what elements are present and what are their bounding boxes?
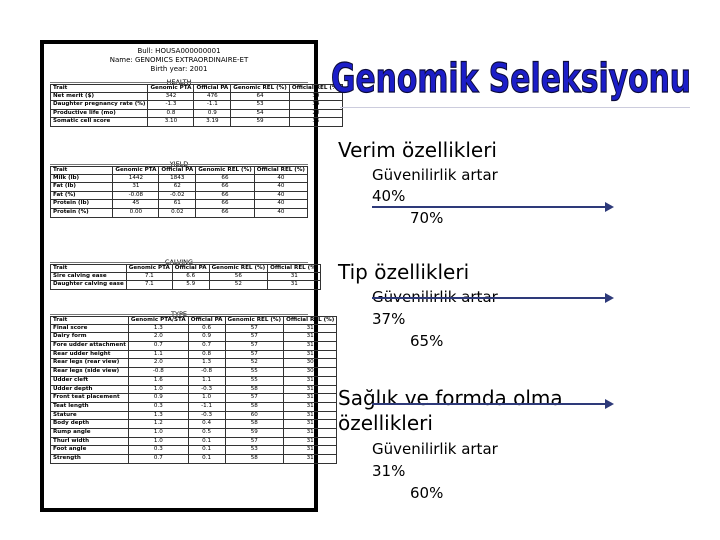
trait-value: 52 [209, 281, 268, 290]
trait-value: 3.10 [148, 118, 194, 127]
trait-name: Daughter calving ease [51, 281, 127, 290]
trait-value: 1.3 [128, 324, 188, 333]
trait-value: 0.7 [128, 455, 188, 464]
trait-table [50, 264, 321, 290]
trait-value: 57 [225, 324, 284, 333]
trait-value: 60 [225, 411, 284, 420]
health-reliability-label: Güvenilirlik artar [372, 440, 498, 458]
trait-value: 31 [284, 429, 337, 438]
trait-value: 3.19 [194, 118, 231, 127]
birth-year: Birth year: 2001 [150, 65, 208, 73]
trait-value: 52 [225, 359, 284, 368]
type-reliability-to: 65% [410, 332, 444, 350]
table-row [51, 359, 337, 368]
trait-name: Front teat placement [51, 394, 129, 403]
table-row [51, 333, 337, 342]
section-divider [50, 314, 308, 315]
trait-value: 0.4 [188, 420, 225, 429]
trait-value: 1.1 [188, 376, 225, 385]
table-row [51, 376, 337, 385]
trait-value: 31 [284, 455, 337, 464]
trait-value: 1.6 [128, 376, 188, 385]
trait-value: 2.0 [128, 359, 188, 368]
trait-name: Dairy form [51, 333, 129, 342]
trait-value: 31 [284, 342, 337, 351]
trait-value: 57 [225, 342, 284, 351]
column-header: Official REL (%) [284, 317, 337, 325]
trait-value: 62 [159, 183, 196, 192]
trait-value: -0.3 [188, 411, 225, 420]
trait-value: 1.0 [188, 394, 225, 403]
trait-value: 40 [254, 191, 307, 200]
trait-name: Thurl width [51, 437, 129, 446]
trait-name: Body depth [51, 420, 129, 429]
trait-value: 0.02 [159, 208, 196, 217]
trait-value: 31 [284, 394, 337, 403]
trait-name: Final score [51, 324, 129, 333]
trait-value: 31 [268, 272, 321, 281]
trait-value: 57 [225, 394, 284, 403]
trait-value: -0.8 [128, 368, 188, 377]
trait-value: 7.1 [126, 272, 172, 281]
trait-value: 36 [289, 118, 342, 127]
table-header-row [51, 85, 343, 93]
health-reliability-from: 31% [372, 462, 406, 480]
trait-value: 1.3 [128, 411, 188, 420]
trait-value: 54 [231, 109, 290, 118]
column-header: Genomic REL (%) [209, 265, 268, 273]
trait-value: -0.8 [188, 368, 225, 377]
trait-value: 59 [225, 429, 284, 438]
trait-value: 0.8 [188, 350, 225, 359]
yield-reliability-to: 70% [410, 209, 444, 227]
trait-value: 64 [231, 92, 290, 101]
trait-table [50, 316, 337, 464]
column-header: Trait [51, 265, 127, 273]
column-header: Genomic REL (%) [225, 317, 284, 325]
trait-value: 31 [284, 376, 337, 385]
trait-name: Teat length [51, 402, 129, 411]
trait-value: 58 [225, 420, 284, 429]
trait-name: Milk (lb) [51, 174, 113, 183]
bull-id: Bull: HOUSA000000001 [137, 47, 221, 55]
health-arrow-icon [372, 403, 612, 405]
column-header: Genomic PTA [113, 167, 159, 175]
trait-value: 55 [225, 368, 284, 377]
trait-name: Rump angle [51, 429, 129, 438]
trait-value: 31 [284, 402, 337, 411]
trait-value: 59 [231, 118, 290, 127]
trait-value: 34 [289, 101, 342, 110]
table-row [51, 101, 343, 110]
section-title: TYPE [171, 310, 187, 318]
trait-value: 66 [196, 174, 255, 183]
trait-value: 0.9 [128, 394, 188, 403]
trait-value: 31 [284, 324, 337, 333]
trait-value: 55 [225, 376, 284, 385]
trait-name: Udder cleft [51, 376, 129, 385]
column-header: Official REL (%) [268, 265, 321, 273]
trait-value: 0.9 [194, 109, 231, 118]
trait-name: Foot angle [51, 446, 129, 455]
table-row [51, 183, 308, 192]
column-header: Official REL (%) [289, 85, 342, 93]
table-row [51, 394, 337, 403]
title-text: Genomik Seleksiyonu [331, 56, 691, 102]
type-reliability-from: 37% [372, 310, 406, 328]
trait-value: 0.00 [113, 208, 159, 217]
column-header: Official PA [159, 167, 196, 175]
column-header: Trait [51, 167, 113, 175]
trait-value: 1.1 [128, 350, 188, 359]
trait-name: Strength [51, 455, 129, 464]
trait-value: 1.2 [128, 420, 188, 429]
trait-name: Sire calving ease [51, 272, 127, 281]
table-row [51, 272, 321, 281]
trait-value: -0.02 [159, 191, 196, 200]
trait-value: 57 [225, 437, 284, 446]
yield-traits-heading: Verim özellikleri [338, 138, 497, 162]
table-row [51, 437, 337, 446]
trait-value: 56 [209, 272, 268, 281]
trait-value: 58 [225, 402, 284, 411]
column-header: Trait [51, 317, 129, 325]
section-title: CALVING [164, 258, 194, 266]
table-row [51, 350, 337, 359]
trait-value: 30 [284, 359, 337, 368]
trait-value: 1.0 [128, 437, 188, 446]
trait-name: Protein (lb) [51, 200, 113, 209]
trait-value: -1.1 [194, 101, 231, 110]
trait-value: 0.3 [128, 446, 188, 455]
trait-value: 342 [148, 92, 194, 101]
trait-value: 476 [194, 92, 231, 101]
trait-value: 0.7 [128, 342, 188, 351]
table-row [51, 420, 337, 429]
table-row [51, 109, 343, 118]
trait-value: 58 [225, 455, 284, 464]
trait-name: Productive life (mo) [51, 109, 148, 118]
trait-value: 40 [254, 208, 307, 217]
table-row [51, 200, 308, 209]
section-divider [50, 82, 308, 83]
trait-value: 31 [284, 437, 337, 446]
table-row [51, 281, 321, 290]
column-header: Genomic REL (%) [231, 85, 290, 93]
trait-value: 1.0 [128, 429, 188, 438]
trait-name: Stature [51, 411, 129, 420]
column-header: Official PA [188, 317, 225, 325]
trait-value: 0.1 [188, 446, 225, 455]
trait-value: 2.0 [128, 333, 188, 342]
trait-value: 66 [196, 200, 255, 209]
trait-value: 0.1 [188, 455, 225, 464]
trait-value: 31 [284, 411, 337, 420]
column-header: Official REL (%) [254, 167, 307, 175]
trait-value: 0.6 [188, 324, 225, 333]
trait-value: 20 [289, 109, 342, 118]
type-traits-heading: Tip özellikleri [338, 260, 470, 284]
trait-value: 30 [284, 368, 337, 377]
trait-value: 53 [225, 446, 284, 455]
section-divider [50, 164, 308, 165]
table-row [51, 208, 308, 217]
title-divider [340, 107, 690, 108]
trait-value: -0.08 [113, 191, 159, 200]
yield-reliability-label: Güvenilirlik artar [372, 166, 498, 184]
trait-value: 1.3 [188, 359, 225, 368]
type-arrow-icon [372, 297, 612, 299]
trait-value: 53 [231, 101, 290, 110]
trait-value: 31 [284, 385, 337, 394]
type-reliability-label: Güvenilirlik artar [372, 288, 498, 306]
table-row [51, 324, 337, 333]
health-reliability-to: 60% [410, 484, 444, 502]
table-header-row [51, 167, 308, 175]
trait-value: 57 [225, 333, 284, 342]
table-row [51, 385, 337, 394]
yield-reliability-from: 40% [372, 187, 406, 205]
trait-value: 5.9 [172, 281, 209, 290]
trait-value: 0.9 [188, 333, 225, 342]
table-row [51, 92, 343, 101]
trait-value: 40 [254, 183, 307, 192]
document-page [44, 44, 341, 508]
column-header: Genomic REL (%) [196, 167, 255, 175]
trait-value: 1.0 [128, 385, 188, 394]
trait-value: 40 [254, 200, 307, 209]
trait-value: -0.3 [188, 385, 225, 394]
column-header: Official PA [194, 85, 231, 93]
table-row [51, 191, 308, 200]
table-row [51, 342, 337, 351]
trait-value: 7.1 [126, 281, 172, 290]
section-divider [50, 262, 308, 263]
trait-value: 57 [225, 350, 284, 359]
trait-value: 45 [113, 200, 159, 209]
yield-arrow-icon [372, 206, 612, 208]
trait-name: Rear udder height [51, 350, 129, 359]
trait-name: Somatic cell score [51, 118, 148, 127]
trait-name: Fat (lb) [51, 183, 113, 192]
column-header: Genomic PTA [148, 85, 194, 93]
trait-value: 31 [284, 350, 337, 359]
trait-value: 58 [225, 385, 284, 394]
trait-value: 66 [196, 183, 255, 192]
column-header: Genomic PTA [126, 265, 172, 273]
table-row [51, 411, 337, 420]
document-header [44, 47, 314, 74]
trait-value: 0.5 [188, 429, 225, 438]
table-row [51, 118, 343, 127]
trait-value: 6.6 [172, 272, 209, 281]
trait-value: 0.1 [188, 437, 225, 446]
table-row [51, 455, 337, 464]
slide-title [326, 40, 696, 106]
trait-name: Rear legs (rear view) [51, 359, 129, 368]
column-header: Genomic PTA/STA [128, 317, 188, 325]
trait-name: Udder depth [51, 385, 129, 394]
trait-value: 66 [196, 191, 255, 200]
trait-value: -1.3 [148, 101, 194, 110]
trait-name: Fore udder attachment [51, 342, 129, 351]
trait-name: Fat (%) [51, 191, 113, 200]
trait-value: 31 [268, 281, 321, 290]
trait-name: Daughter pregnancy rate (%) [51, 101, 148, 110]
table-header-row [51, 317, 337, 325]
trait-value: 31 [113, 183, 159, 192]
section-title: HEALTH [166, 78, 192, 86]
trait-name: Rear legs (side view) [51, 368, 129, 377]
trait-name: Net merit ($) [51, 92, 148, 101]
trait-table [50, 166, 308, 218]
table-row [51, 402, 337, 411]
bull-name: Name: GENOMICS EXTRAORDINAIRE-ET [109, 56, 249, 64]
trait-value: 31 [284, 420, 337, 429]
trait-table [50, 84, 343, 127]
section-title: YIELD [169, 160, 189, 168]
genomic-evaluation-document [40, 40, 341, 512]
column-header: Trait [51, 85, 148, 93]
table-row [51, 174, 308, 183]
health-traits-heading-line2: özellikleri [338, 411, 433, 435]
table-row [51, 429, 337, 438]
trait-value: 39 [289, 92, 342, 101]
health-traits-heading-line1: Sağlık ve formda olma [338, 386, 563, 410]
trait-value: 40 [254, 174, 307, 183]
trait-value: 1843 [159, 174, 196, 183]
table-row [51, 368, 337, 377]
column-header: Official PA [172, 265, 209, 273]
trait-value: 0.7 [188, 342, 225, 351]
trait-value: 0.3 [128, 402, 188, 411]
trait-value: 31 [284, 446, 337, 455]
trait-value: 31 [284, 333, 337, 342]
trait-value: 1442 [113, 174, 159, 183]
trait-value: 61 [159, 200, 196, 209]
table-row [51, 446, 337, 455]
table-header-row [51, 265, 321, 273]
trait-value: -1.1 [188, 402, 225, 411]
trait-value: 0.8 [148, 109, 194, 118]
trait-value: 66 [196, 208, 255, 217]
trait-name: Protein (%) [51, 208, 113, 217]
